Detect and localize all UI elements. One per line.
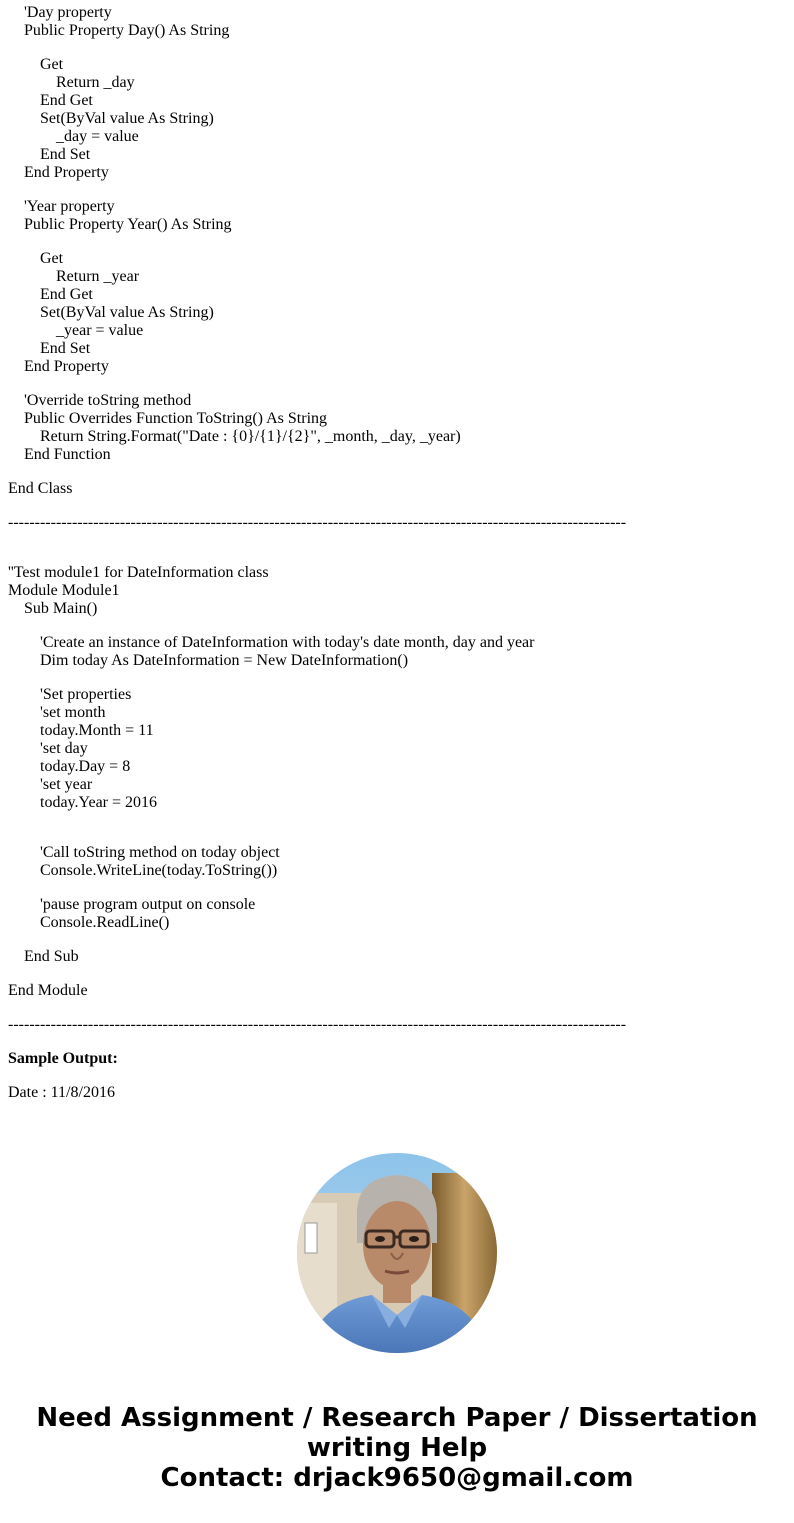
code-block-day-property (8, 4, 788, 182)
code-line: 'Create an instance of DateInformation with today's date month, day and year (40, 634, 535, 651)
code-line: 'Set properties (40, 686, 132, 703)
code-line: 'set day (40, 740, 88, 757)
promo-banner (0, 1403, 794, 1493)
code-line: 'Day property (24, 4, 112, 21)
code-line: Return _year (56, 268, 140, 285)
code-line: End Set (40, 340, 91, 357)
code-line: End Sub (24, 948, 79, 965)
promo-line-1: Need Assignment / Research Paper / Dissertation (36, 1403, 758, 1433)
code-line: End Set (40, 146, 91, 163)
code-block-create-instance (8, 634, 788, 670)
code-line: 'Override toString method (24, 392, 192, 409)
code-line: ''Test module1 for DateInformation class (8, 564, 269, 581)
code-line: today.Year = 2016 (40, 794, 158, 811)
promo-line-2: writing Help (306, 1433, 488, 1463)
sample-output-label: Sample Output: (8, 1050, 118, 1067)
code-line: Public Property Year() As String (24, 216, 232, 233)
code-block-tostring (8, 392, 788, 464)
code-line: today.Month = 11 (40, 722, 154, 739)
code-line: 'Call toString method on today object (40, 844, 280, 861)
code-line: 'set year (40, 776, 93, 793)
code-line: End Module (8, 982, 88, 999)
code-block-year-property (8, 198, 788, 376)
code-line: End Class (8, 480, 73, 497)
code-line: _year = value (56, 322, 144, 339)
code-line: Console.ReadLine() (40, 914, 170, 931)
code-line: End Property (24, 164, 109, 181)
code-line: Public Overrides Function ToString() As String (24, 410, 328, 427)
separator: -------------------------------------------------------------------------------------------------------------------- (8, 1016, 627, 1033)
code-line: Dim today As DateInformation = New DateInformation() (40, 652, 409, 669)
sample-output-value: Date : 11/8/2016 (8, 1084, 115, 1101)
code-line: Sub Main() (24, 600, 98, 617)
code-line: Set(ByVal value As String) (40, 110, 214, 127)
code-block-module (8, 564, 788, 618)
code-line: Get (40, 250, 64, 267)
code-line: Public Property Day() As String (24, 22, 230, 39)
code-line: Set(ByVal value As String) (40, 304, 214, 321)
code-block-set-properties (8, 686, 788, 812)
code-line: Return String.Format("Date : {0}/{1}/{2}", _month, _day, _year) (40, 428, 461, 445)
code-line: End Get (40, 286, 93, 303)
code-line: 'set month (40, 704, 106, 721)
author-photo (297, 1153, 497, 1353)
code-block-call-tostring (8, 844, 788, 880)
code-line: End Function (24, 446, 111, 463)
code-line: 'pause program output on console (40, 896, 256, 913)
code-line: Return _day (56, 74, 135, 91)
code-line: today.Day = 8 (40, 758, 131, 775)
code-line: End Property (24, 358, 109, 375)
code-line: End Get (40, 92, 93, 109)
code-line: _day = value (56, 128, 139, 145)
separator: -------------------------------------------------------------------------------------------------------------------- (8, 514, 627, 531)
code-line: Get (40, 56, 64, 73)
code-line: Module Module1 (8, 582, 120, 599)
code-line: Console.WriteLine(today.ToString()) (40, 862, 278, 879)
code-line: 'Year property (24, 198, 115, 215)
promo-contact: Contact: drjack9650@gmail.com (160, 1463, 634, 1493)
code-block-pause (8, 896, 788, 932)
document-body (8, 4, 788, 1102)
